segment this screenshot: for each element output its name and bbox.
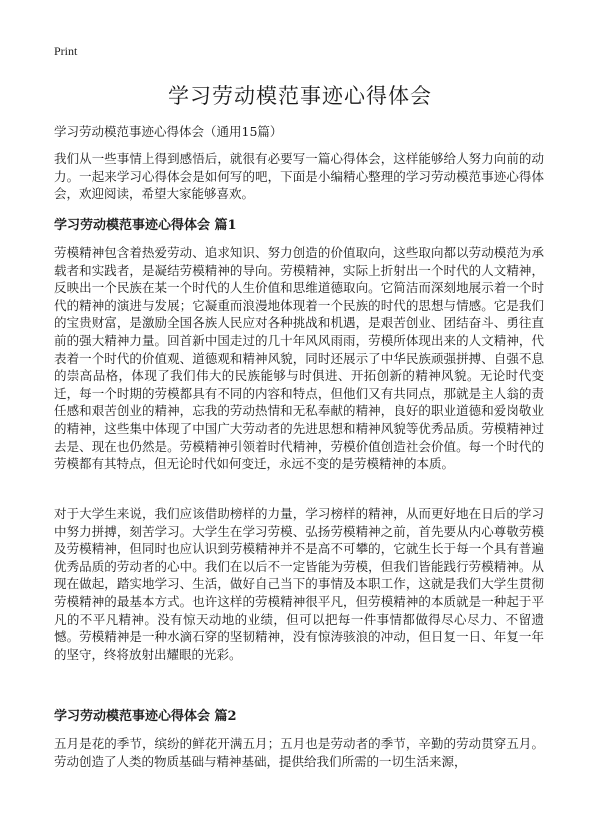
document-subtitle: 学习劳动模范事迹心得体会（通用15篇） <box>54 124 283 139</box>
print-link[interactable]: Print <box>54 44 78 58</box>
section-2-paragraph-1: 五月是花的季节，缤纷的鲜花开满五月；五月也是劳动者的季节，辛勤的劳动贯穿五月。劳动创造了人类的物质基础与精神基础，提供给我们所需的一切生活来源， <box>54 736 544 769</box>
section-heading-1: 学习劳动模范事迹心得体会 篇1 <box>54 218 237 233</box>
section-heading-2: 学习劳动模范事迹心得体会 篇2 <box>54 709 237 724</box>
section-1-paragraph-2: 对于大学生来说，我们应该借助榜样的力量，学习榜样的精神，从而更好地在日后的学习中努力拼搏，刻苦学习。大学生在学习劳模、弘扬劳模精神之前，首先要从内心尊敬劳模及劳模精神，但同时也应认识到劳模精神并不是高不可攀的，它就生长于每一个具有普遍优秀品质的劳动者的心中。我们在以后不一定皆能为劳模，但我们皆能践行劳模精神。从现在做起，踏实地学习、生活，做好自己当下的事情及本职工作，这就是我们大学生贯彻劳模精神的最基本方式。也许这样的劳模精神很平凡，但劳模精神的本质就是一种起于平凡的不平凡精神。没有惊天动地的业绩，但可以把每一件事情都做得尽心尽力、不留遗憾。劳模精神是一种水滴石穿的坚韧精神，没有惊涛骇浪的冲动，但日复一日、年复一年的坚守，终将放射出耀眼的光彩。 <box>54 506 544 662</box>
intro-paragraph: 我们从一些事情上得到感悟后，就很有必要写一篇心得体会，这样能够给人努力向前的动力。一起来学习心得体会是如何写的吧，下面是小编精心整理的学习劳动模范事迹心得体会，欢迎阅读，希望大家能够喜欢。 <box>54 151 544 202</box>
section-1-paragraph-1: 劳模精神包含着热爱劳动、追求知识、努力创造的价值取向，这些取向都以劳动模范为承载者和实践者，是凝结劳模精神的导向。劳模精神，实际上折射出一个时代的人文精神，反映出一个民族在某一个时代的人生价值和思维道德取向。它简洁而深刻地展示着一个时代的精神的演进与发展；它凝重而浪漫地体现着一个民族的时代的思想与情感。它是我们的宝贵财富，是激励全国各族人民应对各种挑战和机遇，是艰苦创业、团结奋斗、勇往直前的强大精神力量。回首新中国走过的几十年风风雨雨，劳模所体现出来的人文精神，代表着一个时代的价值观、道德观和精神风貌，同时还展示了中华民族顽强拼搏、自强不息的崇高品格，体现了我们伟大的民族能够与时俱进、开拓创新的精神风貌。无论时代变迁，每一个时期的劳模都具有不同的内容和特点，但他们又有共同点，那就是主人翁的责任感和艰苦创业的精神，忘我的劳动热情和无私奉献的精神，良好的职业道德和爱岗敬业的精神，这些集中体现了中国广大劳动者的先进思想和精神风貌等优秀品质。劳模精神过去是、现在也仍然是。劳模精神引领着时代精神，劳模价值创造社会价值。每一个时代的劳模都有其特点，但无论时代如何变迁，永远不变的是劳模精神的本质。 <box>54 245 544 472</box>
page-title: 学习劳动模范事迹心得体会 <box>168 84 432 108</box>
